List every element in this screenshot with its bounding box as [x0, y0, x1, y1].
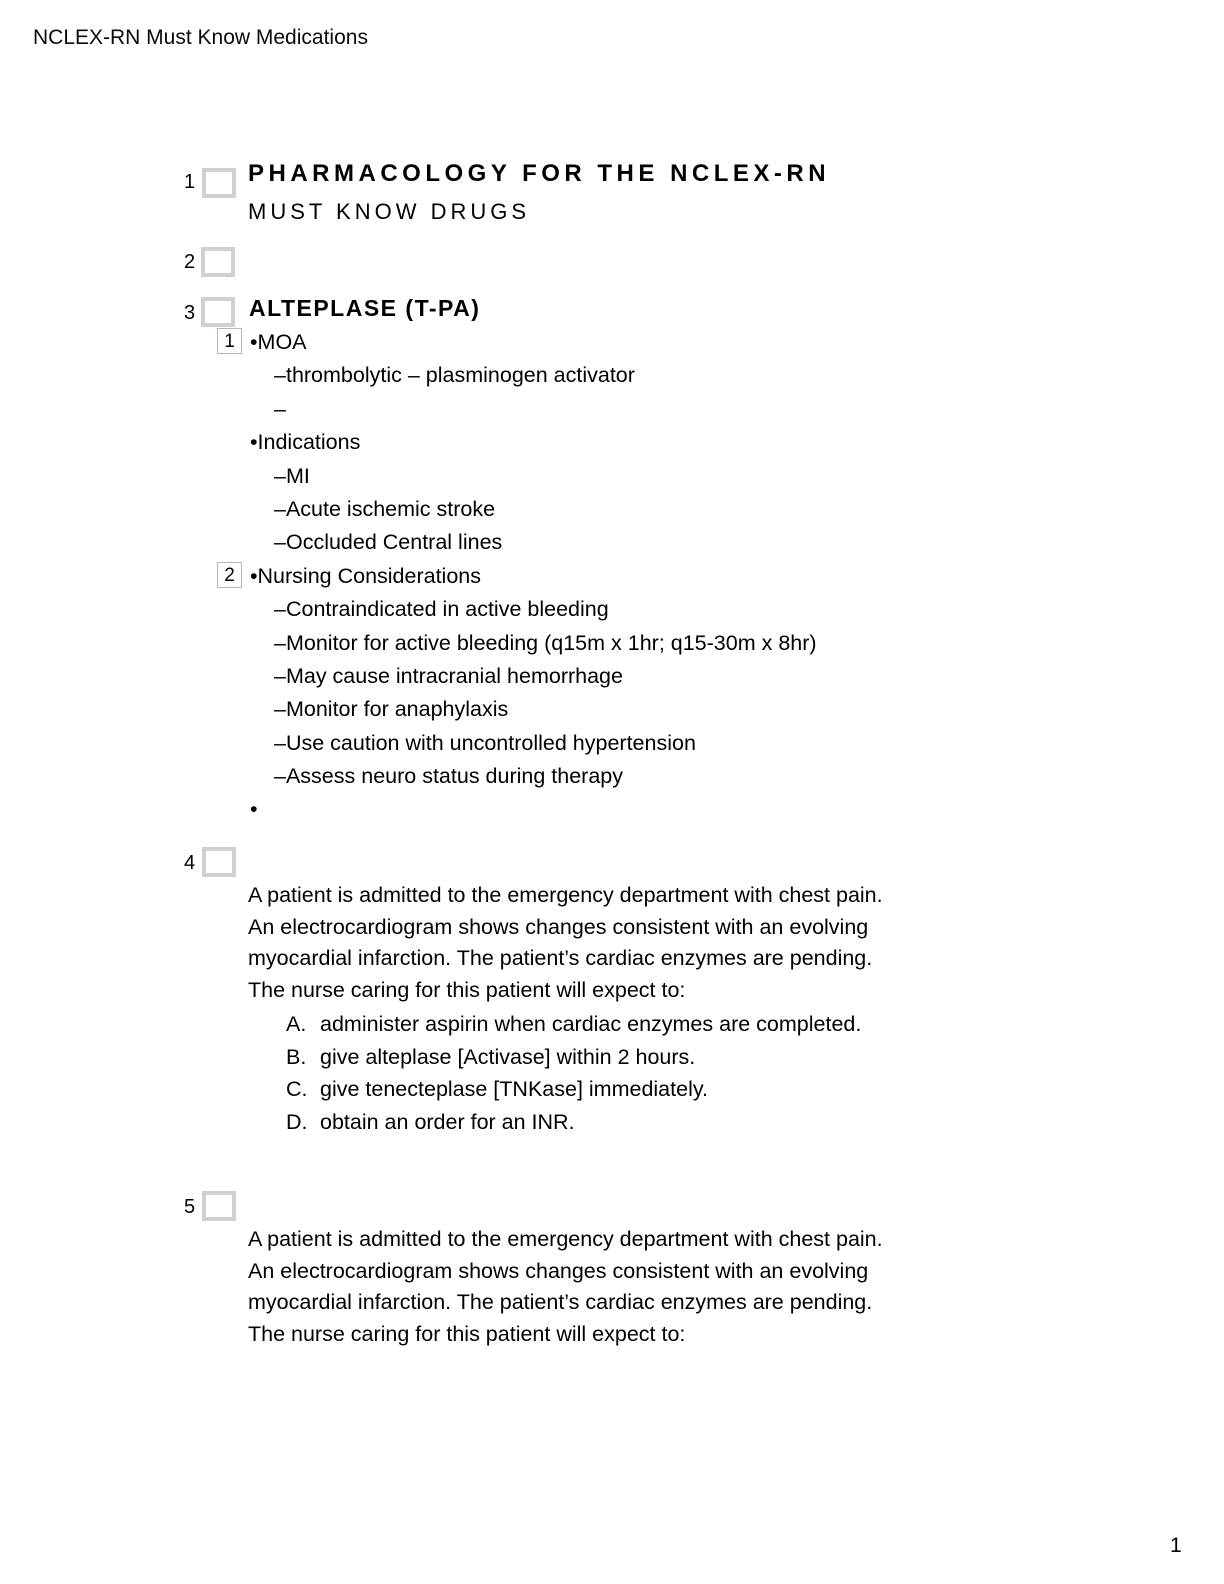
outline-text: Nursing Considerations — [257, 563, 482, 588]
question-line: An electrocardiogram shows changes consistent with an evolving — [248, 914, 869, 939]
outline-text: Use caution with uncontrolled hypertension — [285, 730, 696, 755]
outline-text: Monitor for anaphylaxis — [285, 697, 509, 722]
slide-number-1: 1 — [184, 171, 196, 193]
annotation-number-badge: 1 — [217, 328, 242, 354]
question-line: The nurse caring for this patient will expect to: — [248, 1321, 686, 1346]
question-line: myocardial infarction. The patient’s cardiac enzymes are pending. — [248, 946, 873, 970]
dash-glyph: – — [274, 363, 286, 388]
outline-item — [0, 731, 1224, 764]
slide-number-2: 2 — [184, 251, 196, 273]
question-text — [248, 880, 883, 1006]
outline-item — [0, 464, 1224, 497]
question-line: The nurse caring for this patient will expect to: — [248, 977, 686, 1002]
outline-item — [0, 697, 1224, 730]
outline-item — [0, 397, 1224, 430]
outline-item — [0, 764, 1224, 797]
bullet-glyph: • — [250, 430, 258, 455]
dash-glyph: – — [274, 630, 286, 655]
outline-item — [0, 497, 1224, 530]
document-title: NCLEX-RN Must Know Medications — [33, 26, 368, 49]
answer-option — [0, 1110, 1224, 1143]
outline-text: Assess neuro status during therapy — [285, 764, 623, 789]
outline-item — [0, 597, 1224, 630]
slide-3-outline — [0, 330, 1224, 831]
dash-glyph: – — [274, 663, 286, 688]
slide-2-checkbox[interactable] — [201, 247, 235, 277]
outline-item — [0, 330, 1224, 363]
slide-3-checkbox[interactable] — [201, 297, 235, 327]
dash-glyph: – — [274, 396, 286, 421]
option-text: give tenecteplase [TNKase] immediately. — [320, 1077, 708, 1102]
option-letter: D. — [286, 1109, 308, 1134]
outline-item — [0, 664, 1224, 697]
outline-item — [0, 564, 1224, 597]
dash-glyph: – — [274, 530, 286, 555]
outline-item — [0, 631, 1224, 664]
bullet-glyph: • — [250, 330, 258, 354]
answer-option — [0, 1012, 1224, 1045]
outline-text: MOA — [257, 330, 307, 354]
slide-number-3: 3 — [184, 302, 196, 324]
slide-1-title: PHARMACOLOGY FOR THE NCLEX-RN — [248, 160, 831, 187]
slide-number-5: 5 — [184, 1196, 196, 1218]
slide-1-subtitle: MUST KNOW DRUGS — [248, 199, 531, 224]
answer-option — [0, 1077, 1224, 1110]
outline-text: Monitor for active bleeding (q15m x 1hr; q15-30m x 8hr) — [285, 630, 817, 655]
option-text: give alteplase [Activase] within 2 hours. — [320, 1044, 696, 1069]
question-line: An electrocardiogram shows changes consistent with an evolving — [248, 1258, 869, 1283]
question-line: A patient is admitted to the emergency department with chest pain. — [248, 1227, 883, 1251]
question-text — [248, 1224, 883, 1350]
question-line: A patient is admitted to the emergency department with chest pain. — [248, 883, 883, 907]
bullet-glyph: • — [250, 563, 258, 588]
outline-text: Indications — [257, 430, 361, 455]
dash-glyph: – — [274, 697, 286, 722]
bullet-glyph: • — [250, 797, 258, 822]
slide-1-checkbox[interactable] — [202, 168, 236, 198]
option-letter: A. — [286, 1012, 307, 1036]
option-letter: C. — [286, 1077, 308, 1102]
option-text: obtain an order for an INR. — [320, 1109, 575, 1134]
slide-number-4: 4 — [184, 852, 196, 874]
page-number: 1 — [1170, 1534, 1182, 1557]
outline-text: thrombolytic – plasminogen activator — [285, 363, 635, 388]
outline-item — [0, 797, 1224, 830]
question-line: myocardial infarction. The patient’s cardiac enzymes are pending. — [248, 1290, 873, 1314]
slide-4-checkbox[interactable] — [202, 847, 236, 877]
dash-glyph: – — [274, 764, 286, 789]
dash-glyph: – — [274, 730, 286, 755]
outline-item — [0, 363, 1224, 396]
annotation-number-badge: 2 — [217, 562, 242, 588]
answer-option — [0, 1045, 1224, 1078]
answer-options — [0, 1012, 1224, 1142]
outline-text: Occluded Central lines — [285, 530, 503, 555]
outline-text: May cause intracranial hemorrhage — [285, 663, 623, 688]
dash-glyph: – — [274, 496, 286, 521]
outline-item — [0, 430, 1224, 463]
outline-text: MI — [285, 463, 310, 488]
outline-text: Contraindicated in active bleeding — [285, 597, 609, 622]
option-letter: B. — [286, 1044, 307, 1069]
dash-glyph: – — [274, 463, 286, 488]
slide-3-title: ALTEPLASE (T-PA) — [249, 295, 481, 321]
outline-item — [0, 530, 1224, 563]
option-text: administer aspirin when cardiac enzymes are completed. — [320, 1012, 862, 1036]
dash-glyph: – — [274, 597, 286, 622]
slide-5-checkbox[interactable] — [202, 1191, 236, 1221]
outline-text: Acute ischemic stroke — [285, 496, 496, 521]
